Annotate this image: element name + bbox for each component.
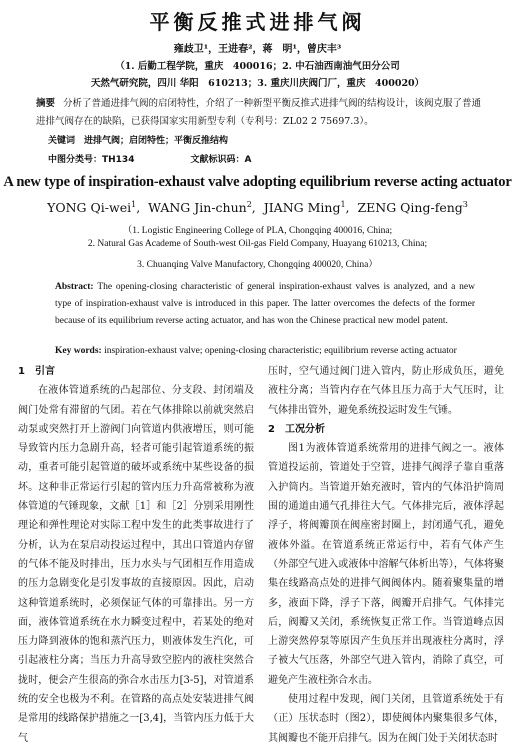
affiliation-en-2: 2. Natural Gas Academe of South-west Oil-gas Field Company, Huayang 610213, China; — [87, 239, 428, 249]
abstract-zh-label: 摘要 — [36, 98, 56, 109]
keywords-zh: 关键词 进排气阀；启闭特性；平衡反推结构 — [48, 136, 229, 146]
abstract-zh-text: 分析了普通进排气阀的启闭特性，介绍了一种新型平衡反推式进排气阀的结构设计，该阀克服了普通进排气阀存在的缺陷，已获得国家实用新型专利（专利号：ZL02 2 75697.3）。 — [36, 98, 482, 127]
analysis-paragraph-2: 使用过程中发现，阀门关闭，且管道系统处于有（正）压状态时（图2），即使阀体内聚集很多气体，其阀瓣也不能开启排气。因为在阀门处于关闭状态时 — [268, 694, 504, 744]
body-left-column — [18, 362, 254, 748]
keywords-en-text: inspiration-exhaust valve; opening-closing characteristic; equilibrium reverse acting actuator — [104, 346, 457, 356]
classification-line — [48, 152, 251, 165]
affiliation-zh-2: 天然气研究院，四川 华阳 610213；3. 重庆川庆阀门厂，重庆 400020） — [90, 78, 425, 89]
intro-paragraph-continued: 压时，空气通过阀门进入管内，防止形成负压，避免液柱分离；当管内存在气体且压力高于大气压时，让气体排出管外，避免系统投运时发生气锤。 — [268, 366, 504, 416]
author-en: WANG Jin-chun$^2$ — [148, 200, 252, 216]
section-heading-intro: 1 引言 — [18, 366, 55, 377]
keywords-en — [55, 346, 495, 356]
affiliation-en-3: 3. Chuanqing Valve Manufactory, Chongqing 400020, China） — [137, 260, 378, 270]
affiliation-en-1: （1. Logistic Engineering College of PLA, Chongqing 400016, China; — [122, 226, 393, 236]
keywords-en-label: Key words: — [55, 346, 102, 356]
abstract-en-text: The opening-closing characteristic of general inspiration-exhaust valves is analyzed, and a new type of inspiration-exhaust valve is introduced in this paper. The latter overcomes the defects of the former because of its equilibrium reverse acting actuator, and has won the Chinese practical new model patent. — [55, 282, 476, 326]
authors-zh: 雍歧卫¹，王进春²，蒋 明¹，曾庆丰³ — [173, 44, 342, 55]
body-right-column — [268, 362, 504, 748]
author-en: JIANG Ming$^1$ — [263, 200, 346, 216]
author-en: ZENG Qing-feng$^3$ — [357, 200, 468, 216]
paper-title: 平衡反推式进排气阀 — [149, 10, 366, 34]
section-heading-analysis: 2 工况分析 — [268, 423, 325, 435]
analysis-paragraph-1: 图1为液体管道系统常用的进排气阀之一。液体管道投运前，管道处于空管，进排气阀浮子靠自重落入护筒内。当管道开始充液时，管内的气体沿护筒周围的通道由通气孔排往大气。气体排完后，液体浮起浮子，将阀瓣顶在阀座密封圈上，封闭通气孔，避免液体外溢。在管道系统正常运行中，若有气体产生（外部空气进入或液体中溶解气体析出等），气体将聚集在线路高点处的进排气阀阀体内。随着聚集量的增多，液面下降，浮子下落，阀瓣开启排气。气体排完后，阀瓣又关闭，系统恢复正常工作。当管道峰点因上游突然停泵等原因产生负压并出现液柱分离时，浮子被大气压落，外部空气进入管内，消除了真空，可避免产生液柱弥合水击。 — [268, 443, 504, 686]
abstract-zh — [36, 95, 486, 131]
abstract-en — [55, 279, 475, 330]
document-code: 文献标识码：A — [190, 155, 252, 165]
author-en: YONG Qi-wei$^1$ — [47, 200, 137, 216]
paper-title-en: A new type of inspiration-exhaust valve adopting equilibrium reverse acting actuator — [3, 174, 512, 190]
affiliation-zh-1: （1. 后勤工程学院，重庆 400016；2. 中石油西南油气田分公司 — [115, 61, 400, 72]
classification-number: 中图分类号：TH134 — [48, 155, 135, 165]
authors-en: YONG Qi-wei$^1$, WANG Jin-chun$^2$, JIANG Ming$^1$, ZENG Qing-feng$^3$ — [47, 200, 468, 216]
abstract-en-label: Abstract: — [55, 282, 94, 292]
intro-paragraph: 在液体管道系统的凸起部位、分支段、封闭端及阀门处常有滞留的气团。若在气体排除以前就突然启动泵或突然打开上游阀门向管道内供液增压，则可能导致管内压力急剧升高，轻者可能引起管道系统的振动，重者可能引起管道的破坏或系统中某些设备的损坏。这种非正常运行引起的管内压力升高常被称为液体管道的气锤现象，文献［1］和［2］分别采用刚性理论和弹性理论对实际工程中发生的此类事故进行了分析，认为在泵启动投运过程中，其出口管道内存留的气体不能及时排出，压力水头与气团相互作用造成的压力急剧变化是引发事故的直接原因。因此，启动这种管道系统时，必须保证气体的可靠排出。另一方面，液体管道系统在水力瞬变过程中，若某处的绝对压力降到液体的饱和蒸汽压力，则液体发生汽化，可引起液柱分离；当压力升高导致空腔内的液柱突然合拢时，便会产生很高的弥合水击压力[3-5]，对管道系统的安全也极为不利。在管路的高点处安装进排气阀是常用的线路保护措施之一[3,4]，当管内压力低于大气 — [18, 385, 254, 744]
